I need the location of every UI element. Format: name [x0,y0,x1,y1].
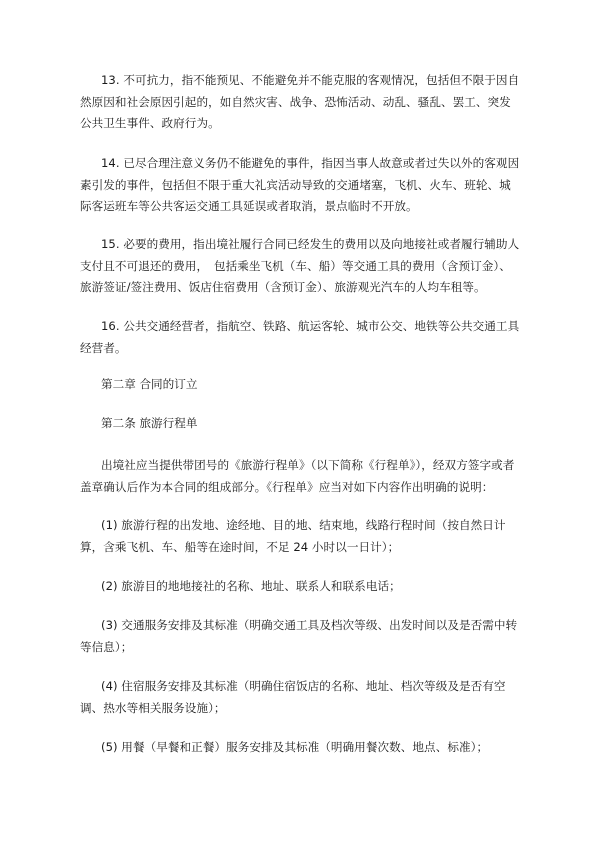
paragraph-14: 14. 已尽合理注意义务仍不能避免的事件，指因当事人故意或者过失以外的客观因素引发的事件，包括但不限于重大礼宾活动导致的交通堵塞，飞机、火车、班轮、城际客运班车等公共客运交通工具延误或者取消，景点临时不开放。 [80,156,520,213]
list-item-1: (1) 旅游行程的出发地、途经地、目的地、结束地，线路行程时间（按自然日计算，含乘飞机、车、船等在途时间，不足 24 小时以一日计）； [80,518,506,554]
paragraph-15: 15. 必要的费用，指出境社履行合同已经发生的费用以及向地接社或者履行辅助人支付且不可退还的费用， 包括乘坐飞机（车、船）等交通工具的费用（含预订金）、旅游签证/签注费用、饭店住宿费用（含预订金）、旅游观光汽车的人均车租等。 [80,237,520,294]
list-item-5: (5) 用餐（早餐和正餐）服务安排及其标准（明确用餐次数、地点、标准）； [101,740,489,754]
list-item-2: (2) 旅游目的地地接社的名称、地址、联系人和联系电话； [101,579,401,593]
intro-paragraph: 出境社应当提供带团号的《旅游行程单》（以下简称《行程单》），经双方签字或者盖章确认后作为本合同的组成部分。《行程单》应当对如下内容作出明确的说明： [80,458,515,494]
list-item-3: (3) 交通服务安排及其标准（明确交通工具及档次等级、出发时间以及是否需中转等信息）； [80,618,518,654]
chapter-title: 第二章 合同的订立 [101,377,198,391]
paragraph-16: 16. 公共交通经营者，指航空、铁路、航运客轮、城市公交、地铁等公共交通工具经营者。 [80,319,520,355]
list-item-4: (4) 住宿服务安排及其标准（明确住宿饭店的名称、地址、档次等级及是否有空调、热水等相关服务设施）； [80,679,506,715]
paragraph-13: 13. 不可抗力，指不能预见、不能避免并不能克服的客观情况，包括但不限于因自然原因和社会原因引起的，如自然灾害、战争、恐怖活动、动乱、骚乱、罢工、突发公共卫生事件、政府行为。 [80,73,520,130]
article-title: 第二条 旅游行程单 [101,416,198,430]
